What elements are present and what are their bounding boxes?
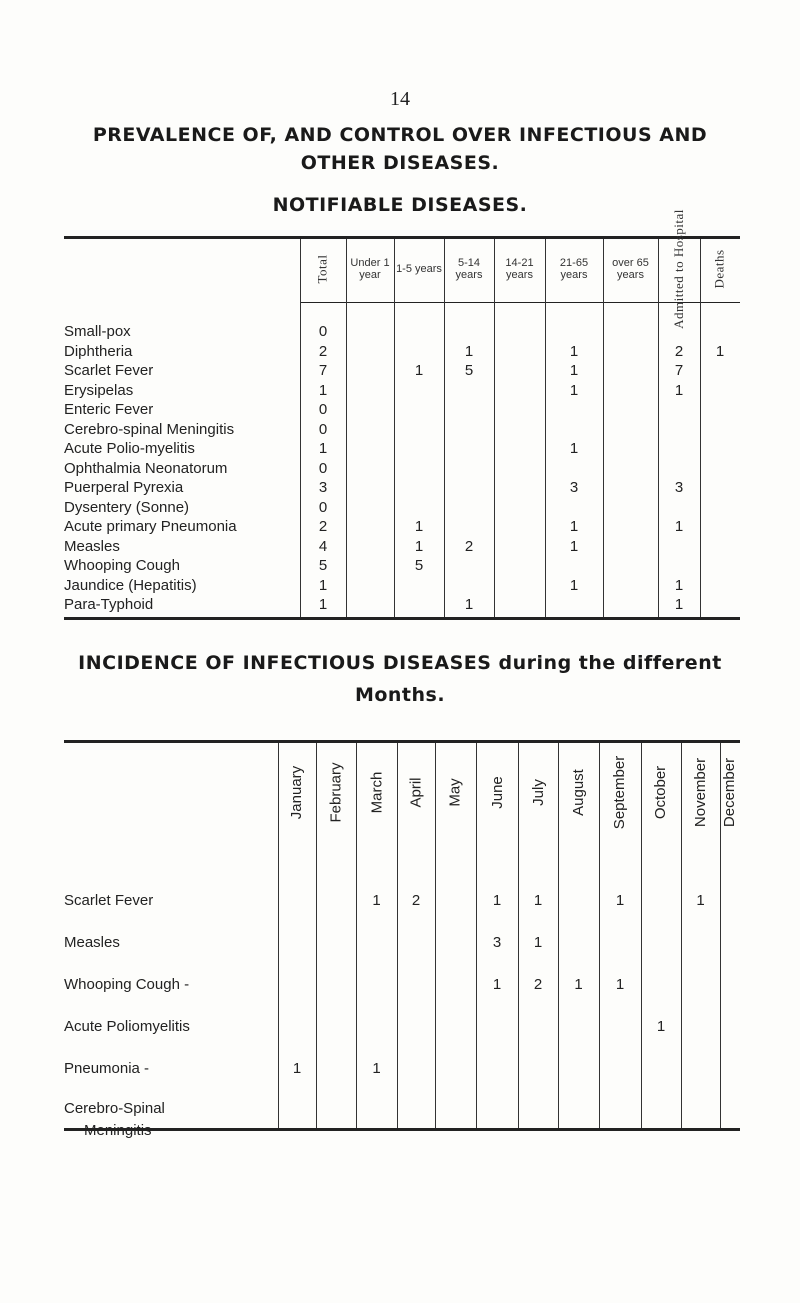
- row-label: Para-Typhoid: [64, 596, 154, 613]
- column-header-label: 5-14 years: [455, 257, 483, 281]
- row-label: Whooping Cough -: [64, 976, 190, 993]
- table-cell: 2: [464, 537, 474, 555]
- row-label: Whooping Cough: [64, 557, 180, 574]
- table-cell: 1: [674, 576, 684, 594]
- column-header: [518, 740, 558, 844]
- column-header: [720, 740, 740, 844]
- column-header: [599, 740, 641, 844]
- table-cell: 3: [492, 934, 502, 951]
- table-cell: 1: [414, 518, 424, 535]
- row-label: Dysentery (Sonne): [64, 498, 190, 516]
- column-header-label: 21-65 years: [559, 257, 589, 281]
- month-label: November: [692, 757, 710, 827]
- table-cell: 0: [318, 498, 328, 516]
- table-cell: 2: [411, 892, 421, 909]
- table-cell: 1: [615, 892, 625, 909]
- column-header: [300, 236, 346, 302]
- table-cell: 2: [674, 342, 684, 360]
- month-label: May: [447, 777, 464, 807]
- table-cell: 1: [615, 976, 625, 993]
- row-label: Small-pox: [64, 323, 131, 340]
- table-cell: 1: [569, 518, 579, 535]
- column-header: [278, 740, 316, 844]
- row-label: Cerebro-Spinal: [64, 1100, 165, 1117]
- row-label: Measles: [64, 537, 120, 555]
- row-label: Puerperal Pyrexia: [64, 479, 184, 496]
- table-row: [64, 595, 740, 614]
- table-cell: 7: [318, 362, 328, 379]
- table-cell: 3: [569, 479, 579, 496]
- table-cell: 1: [569, 440, 579, 457]
- month-label: March: [368, 771, 385, 813]
- column-header: [394, 236, 444, 302]
- table-cell: 1: [569, 381, 579, 399]
- column-header: [603, 236, 658, 302]
- column-header-label: Admitted to Hospital: [671, 209, 686, 329]
- row-label: Diphtheria: [64, 342, 133, 360]
- month-label: January: [288, 765, 306, 819]
- row-label: Jaundice (Hepatitis): [64, 576, 197, 594]
- table-row: [64, 459, 740, 478]
- column-header: [494, 236, 545, 302]
- row-label: Acute Poliomyelitis: [64, 1018, 190, 1035]
- table-row: [64, 381, 740, 400]
- row-label: Erysipelas: [64, 381, 134, 399]
- column-header-label: Total: [315, 254, 330, 284]
- table-cell: 1: [569, 342, 579, 360]
- month-label: April: [407, 776, 425, 808]
- table-cell: 2: [318, 518, 328, 535]
- column-header: [476, 740, 518, 844]
- incidence-heading-line1: INCIDENCE OF INFECTIOUS DISEASES during the different: [78, 652, 722, 674]
- column-header: [346, 236, 394, 302]
- table-cell: 3: [674, 479, 684, 496]
- column-header: [545, 236, 603, 302]
- row-label-continued: Meningitis: [84, 1122, 152, 1139]
- main-heading-line2: OTHER DISEASES.: [300, 152, 500, 174]
- table-cell: 1: [318, 440, 328, 457]
- table-cell: 1: [492, 976, 502, 993]
- table-row: [64, 342, 740, 361]
- page-number: 14: [390, 88, 410, 110]
- table-cell: 1: [569, 576, 579, 594]
- table-cell: 5: [318, 557, 328, 574]
- table-cell: 1: [569, 537, 579, 555]
- table-cell: 1: [372, 892, 381, 909]
- table-cell: 1: [372, 1060, 381, 1077]
- table-row: [64, 517, 740, 536]
- table-cell: 1: [464, 596, 474, 613]
- table-row: [64, 498, 740, 517]
- column-header-label: over 65 years: [612, 257, 649, 281]
- row-label: Measles: [64, 934, 120, 951]
- table-row: [64, 322, 740, 341]
- table-cell: 1: [674, 596, 684, 613]
- table-cell: 5: [414, 557, 424, 574]
- month-label: October: [652, 765, 670, 819]
- table-cell: 1: [533, 934, 543, 951]
- table-cell: 1: [656, 1018, 666, 1035]
- table-cell: 1: [492, 892, 502, 909]
- table-cell: 1: [715, 342, 725, 360]
- main-heading-line1: PREVALENCE OF, AND CONTROL OVER INFECTIOUS AND: [92, 124, 708, 146]
- table-row: [64, 400, 740, 419]
- row-label: Enteric Fever: [64, 401, 154, 418]
- column-header-label: Deaths: [711, 249, 727, 289]
- month-label: February: [327, 761, 345, 823]
- row-label: Pneumonia -: [64, 1060, 150, 1077]
- month-label: September: [611, 755, 629, 829]
- row-label: Acute primary Pneumonia: [64, 518, 237, 535]
- column-header: [641, 740, 681, 844]
- incidence-by-month-table: [64, 740, 740, 1139]
- table-cell: 1: [464, 342, 474, 360]
- column-header: [681, 740, 720, 844]
- notifiable-diseases-table: [64, 209, 740, 624]
- table-bottom-rule: [64, 617, 740, 620]
- table-cell: 3: [318, 479, 328, 496]
- column-header: [356, 740, 397, 844]
- column-header: [658, 209, 700, 329]
- table-cell: 1: [318, 596, 328, 613]
- table-cell: 4: [318, 537, 328, 555]
- table-cell: 1: [318, 381, 328, 399]
- table-cell: 0: [318, 401, 328, 418]
- column-header-label: 1-5 years: [396, 263, 442, 275]
- column-header: [316, 740, 356, 844]
- table-cell: 1: [292, 1060, 302, 1077]
- row-label: Cerebro-spinal Meningitis: [64, 420, 235, 438]
- column-header-label: 14-21 years: [505, 257, 534, 281]
- table-cell: 2: [533, 976, 543, 993]
- table-cell: 1: [674, 518, 684, 535]
- row-label: Acute Polio-myelitis: [64, 440, 195, 457]
- month-label: August: [570, 768, 588, 816]
- column-header: [435, 740, 476, 844]
- month-label: July: [529, 778, 547, 806]
- table-cell: 7: [674, 362, 684, 379]
- table-row: [64, 478, 740, 497]
- table-cell: 1: [674, 381, 684, 399]
- row-label: Ophthalmia Neonatorum: [64, 459, 228, 477]
- table-cell: 1: [533, 892, 543, 909]
- table-cell: 0: [318, 323, 328, 340]
- table-cell: 1: [574, 976, 583, 993]
- table-cell: 0: [318, 420, 328, 438]
- column-header-label: Under 1 year: [350, 257, 390, 281]
- table-row: [64, 420, 740, 439]
- row-label: Scarlet Fever: [64, 892, 154, 909]
- column-header: [444, 236, 494, 302]
- column-header: [397, 740, 435, 844]
- column-header: [558, 740, 599, 844]
- table-cell: 1: [414, 362, 424, 379]
- incidence-heading-line2: Months.: [354, 684, 446, 706]
- table-cell: 1: [569, 362, 579, 379]
- table-row: [64, 556, 740, 575]
- table-cell: 1: [414, 537, 424, 555]
- month-label: December: [721, 757, 739, 827]
- table-row: [64, 439, 740, 458]
- table-cell: 5: [464, 362, 474, 379]
- row-label: Scarlet Fever: [64, 362, 154, 379]
- table-row: [64, 576, 740, 595]
- table-cell: 1: [696, 892, 705, 909]
- table-row: [64, 361, 740, 380]
- column-header: [700, 236, 740, 302]
- table-cell: 0: [318, 459, 328, 477]
- table-cell: 2: [318, 342, 328, 360]
- notifiable-heading: NOTIFIABLE DISEASES.: [272, 194, 528, 216]
- table-row: [64, 537, 740, 556]
- month-label: June: [488, 775, 506, 809]
- table-cell: 1: [318, 576, 328, 594]
